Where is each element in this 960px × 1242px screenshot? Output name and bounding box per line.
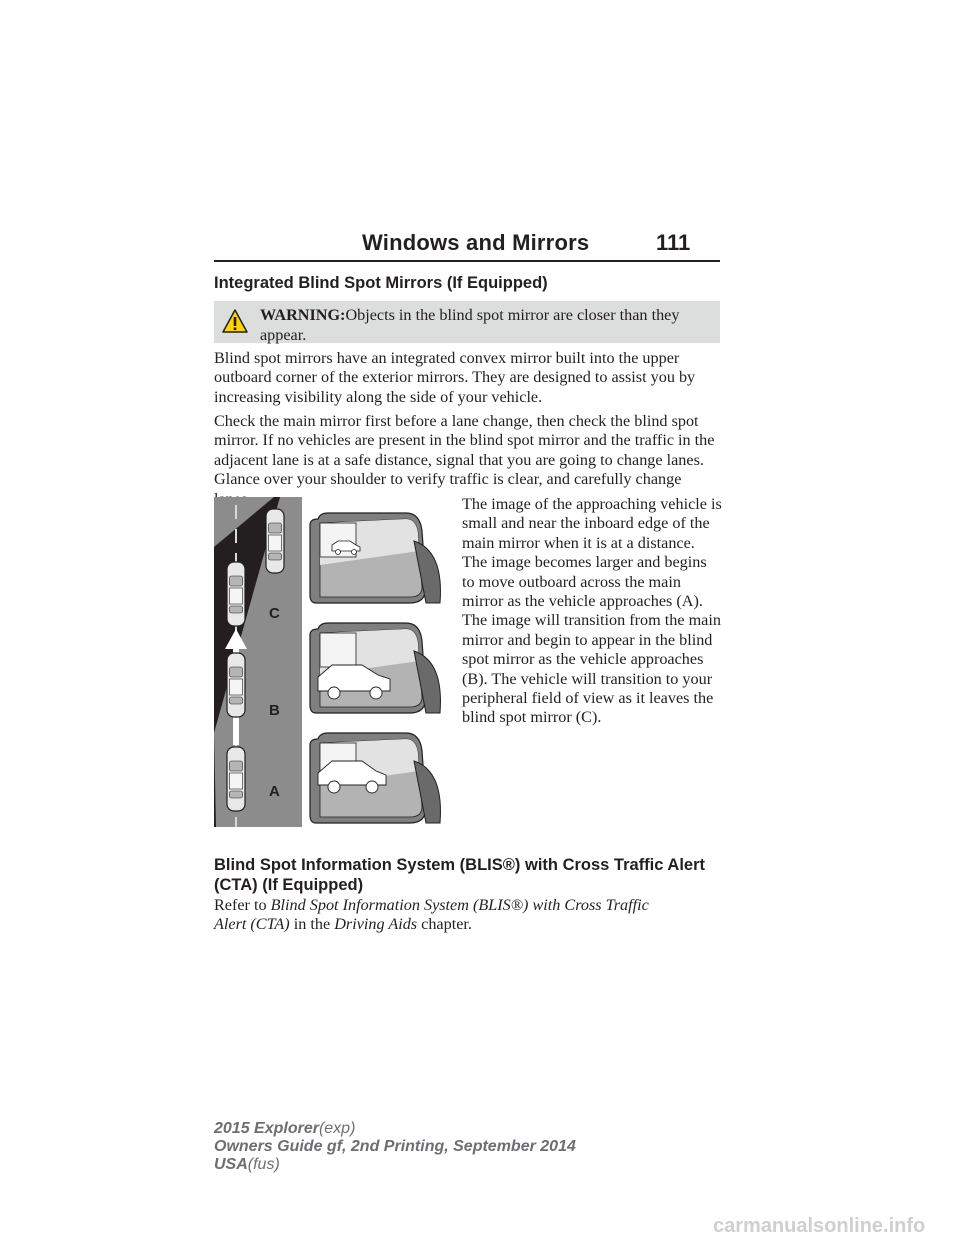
refer-prefix: Refer to	[214, 896, 267, 914]
footer-market: USA	[214, 1156, 248, 1173]
paragraph-lane-change: Check the main mirror first before a lane change, then check the blind spot mirror. If no vehicles are present in the blind spot mirror and the traffic in the adjacent lane is at a safe distance, signal that you are going to change lanes. Glance over your shoulder to verify traffic is clear, and carefully change	[214, 412, 715, 489]
figure-label-c: C	[269, 605, 280, 622]
warning-icon	[221, 308, 249, 339]
warning-text	[260, 305, 715, 345]
refer-suffix: chapter.	[421, 915, 472, 934]
warning-message: Objects in the blind spot mirror are closer than they appear.	[260, 306, 680, 344]
footer-model: 2015 Explorer	[214, 1120, 319, 1137]
footer-line-2: Owners Guide gf, 2nd Printing, September 2014	[214, 1138, 576, 1155]
paragraph-mirror-description: Blind spot mirrors have an integrated convex mirror built into the upper outboard corner of the exterior mirrors. They are designed to assist you by increasing visibility along the side of your vehicle.	[214, 349, 696, 406]
refer-topic-cont: Alert (CTA)	[214, 915, 290, 934]
footer-model-code: (exp)	[318, 1120, 356, 1137]
paragraph-approaching-vehicle: The image of the approaching vehicle is small and near the inboard edge of the main mirror when it is at a distance. The image becomes larger and begins to move outboard across the main mirror as the vehicle approaches (A). The image will transition from the main mirror and begin to appear in the blind spot mirror as the vehicle approaches (B). The vehicle will transition to your peripheral field of view as it leaves the blind spot mirror (C).	[462, 495, 722, 727]
blind-spot-figure	[214, 497, 454, 842]
figure-label-a: A	[269, 783, 280, 800]
refer-mid: in the	[293, 915, 331, 934]
refer-chapter: Driving Aids	[334, 915, 418, 934]
header-rule	[214, 260, 720, 262]
footer-imprint	[214, 1120, 576, 1174]
section-heading-blis-line1: Blind Spot Information System (BLIS®) with Cross Traffic Alert	[214, 856, 706, 874]
warning-label: WARNING:	[260, 306, 346, 324]
section-heading-blis-line2: (CTA) (If Equipped)	[214, 876, 364, 894]
chapter-title: Windows and Mirrors	[362, 230, 590, 255]
paragraph-refer	[214, 896, 720, 935]
footer-market-code: (fus)	[247, 1156, 280, 1173]
footer-line-1	[214, 1120, 576, 1138]
footer-line-3	[214, 1156, 576, 1174]
figure-label-b: B	[269, 702, 280, 719]
section-heading-blind-spot-mirrors: Integrated Blind Spot Mirrors (If Equipped)	[214, 274, 548, 292]
section-heading-blis	[214, 855, 705, 895]
refer-topic: Blind Spot Information System (BLIS®) with Cross Traffic	[270, 896, 649, 914]
page-number: 111	[656, 230, 691, 255]
watermark: carmanualsonline.info	[713, 1215, 926, 1237]
